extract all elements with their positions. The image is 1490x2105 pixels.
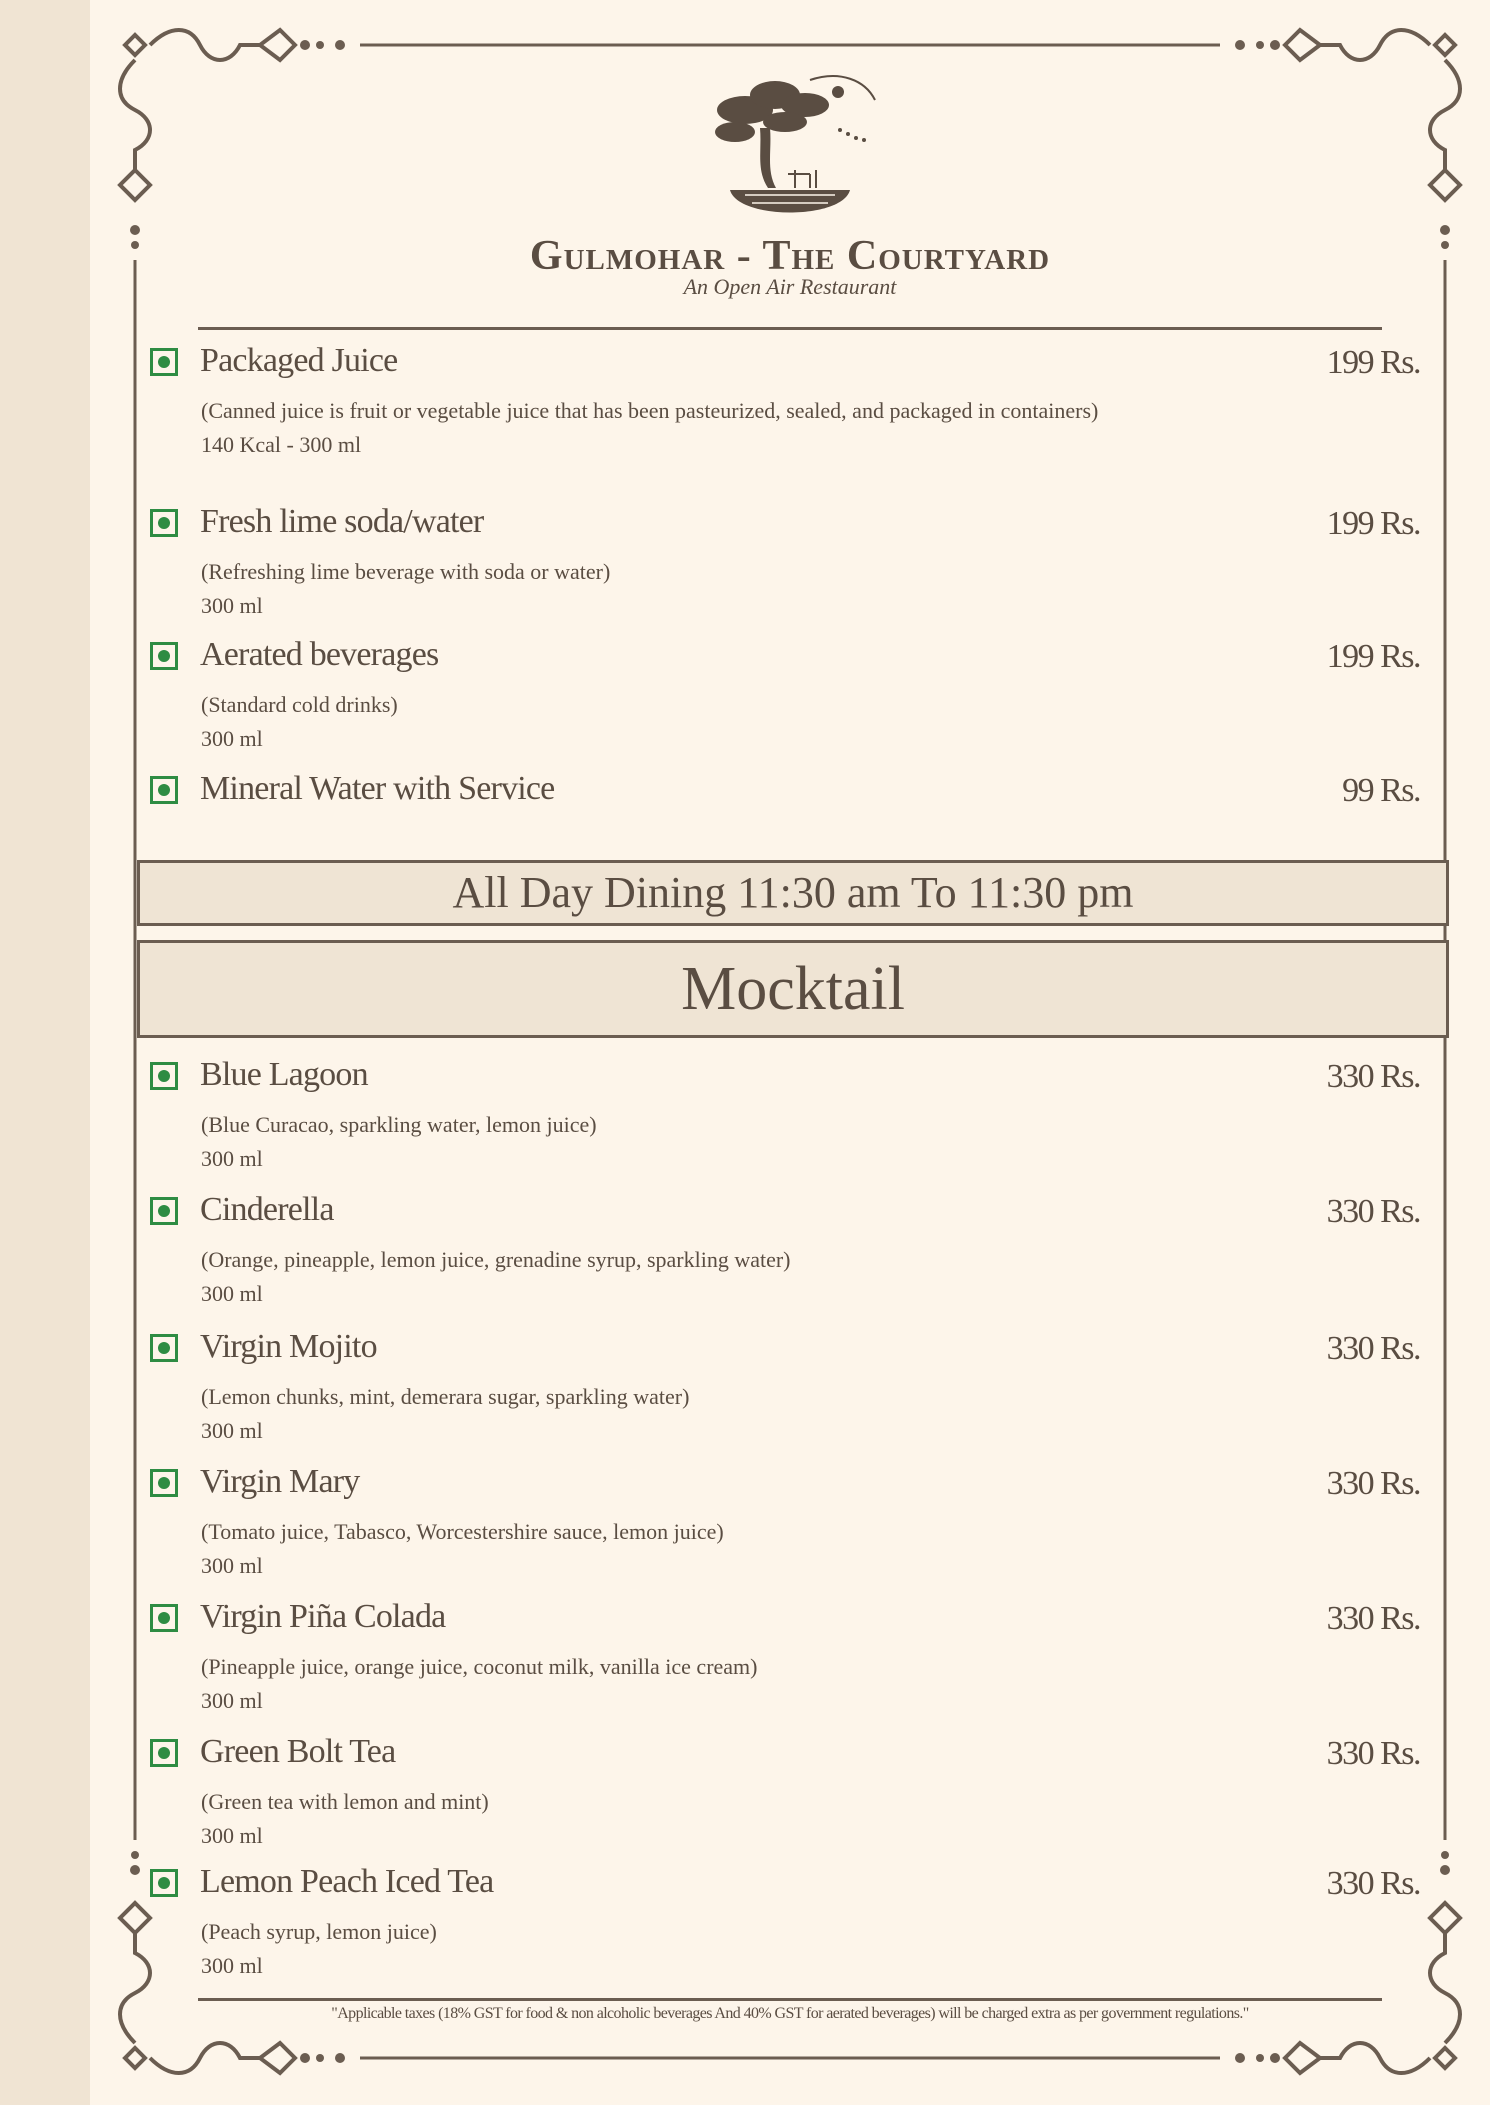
veg-indicator-icon <box>150 1469 178 1497</box>
item-description <box>201 688 1161 756</box>
veg-indicator-icon <box>150 348 178 376</box>
item-name: Fresh lime soda/water <box>200 503 484 540</box>
item-description <box>201 1915 1161 1983</box>
item-ingredients: (Refreshing lime beverage with soda or water) <box>201 559 611 584</box>
item-price: 330 Rs. <box>1326 1330 1420 1367</box>
item-price: 330 Rs. <box>1326 1600 1420 1637</box>
item-price: 330 Rs. <box>1326 1865 1420 1902</box>
item-price: 330 Rs. <box>1326 1735 1420 1772</box>
item-name: Green Bolt Tea <box>200 1733 396 1770</box>
item-ingredients: (Lemon chunks, mint, demerara sugar, sparkling water) <box>201 1384 690 1409</box>
item-ingredients: (Tomato juice, Tabasco, Worcestershire sauce, lemon juice) <box>201 1519 724 1544</box>
item-ingredients: (Peach syrup, lemon juice) <box>201 1919 437 1944</box>
item-quantity: 300 ml <box>201 1688 263 1713</box>
item-description <box>201 1243 1161 1311</box>
item-name: Lemon Peach Iced Tea <box>200 1863 494 1900</box>
item-price: 199 Rs. <box>1326 638 1420 675</box>
item-name: Packaged Juice <box>200 342 398 379</box>
item-quantity: 300 ml <box>201 1281 263 1306</box>
item-name: Cinderella <box>200 1191 334 1228</box>
item-quantity: 300 ml <box>201 1953 263 1978</box>
footer-divider <box>198 1998 1382 2001</box>
restaurant-tagline: An Open Air Restaurant <box>683 274 897 299</box>
veg-indicator-icon <box>150 1197 178 1225</box>
item-quantity: 300 ml <box>201 1146 263 1171</box>
item-ingredients: (Standard cold drinks) <box>201 692 398 717</box>
item-description <box>201 1785 1161 1853</box>
veg-indicator-icon <box>150 1604 178 1632</box>
item-ingredients: (Green tea with lemon and mint) <box>201 1789 489 1814</box>
item-quantity: 300 ml <box>201 593 263 618</box>
item-description <box>201 1108 1161 1176</box>
item-price: 330 Rs. <box>1326 1465 1420 1502</box>
veg-indicator-icon <box>150 776 178 804</box>
item-ingredients: (Orange, pineapple, lemon juice, grenadine syrup, sparkling water) <box>201 1247 791 1272</box>
item-quantity: 140 Kcal - 300 ml <box>201 432 362 457</box>
tax-footnote: "Applicable taxes (18% GST for food & non alcoholic beverages And 40% GST for aerated beverages) will be charged extra as per government regulations." <box>331 2005 1249 2022</box>
item-price: 199 Rs. <box>1326 505 1420 542</box>
item-price: 199 Rs. <box>1326 344 1420 381</box>
item-name: Aerated beverages <box>200 636 439 673</box>
section-title: Mocktail <box>137 940 1449 1038</box>
item-price: 330 Rs. <box>1326 1058 1420 1095</box>
item-name: Virgin Mojito <box>200 1328 377 1365</box>
restaurant-name: Gulmohar - The Courtyard <box>529 233 1051 279</box>
item-description <box>201 1515 1161 1583</box>
item-ingredients: (Canned juice is fruit or vegetable juice that has been pasteurized, sealed, and packaged in containers) <box>201 398 1099 423</box>
item-name: Virgin Piña Colada <box>200 1598 446 1635</box>
item-quantity: 300 ml <box>201 1418 263 1443</box>
item-description <box>201 555 1161 623</box>
item-ingredients: (Pineapple juice, orange juice, coconut milk, vanilla ice cream) <box>201 1654 758 1679</box>
veg-indicator-icon <box>150 1062 178 1090</box>
item-name: Blue Lagoon <box>200 1056 368 1093</box>
veg-indicator-icon <box>150 1739 178 1767</box>
veg-indicator-icon <box>150 642 178 670</box>
item-description <box>201 394 1161 462</box>
item-price: 330 Rs. <box>1326 1193 1420 1230</box>
left-page-strip <box>0 0 90 2105</box>
item-name: Virgin Mary <box>200 1463 360 1500</box>
item-quantity: 300 ml <box>201 726 263 751</box>
item-name: Mineral Water with Service <box>200 770 555 807</box>
header-divider <box>198 327 1382 330</box>
restaurant-logo-tree-icon <box>690 70 890 230</box>
item-quantity: 300 ml <box>201 1553 263 1578</box>
item-quantity: 300 ml <box>201 1823 263 1848</box>
veg-indicator-icon <box>150 1869 178 1897</box>
item-ingredients: (Blue Curacao, sparkling water, lemon juice) <box>201 1112 597 1137</box>
item-description <box>201 1380 1161 1448</box>
item-price: 99 Rs. <box>1342 772 1420 809</box>
veg-indicator-icon <box>150 509 178 537</box>
veg-indicator-icon <box>150 1334 178 1362</box>
dining-hours-banner: All Day Dining 11:30 am To 11:30 pm <box>137 860 1449 926</box>
item-description <box>201 1650 1161 1718</box>
